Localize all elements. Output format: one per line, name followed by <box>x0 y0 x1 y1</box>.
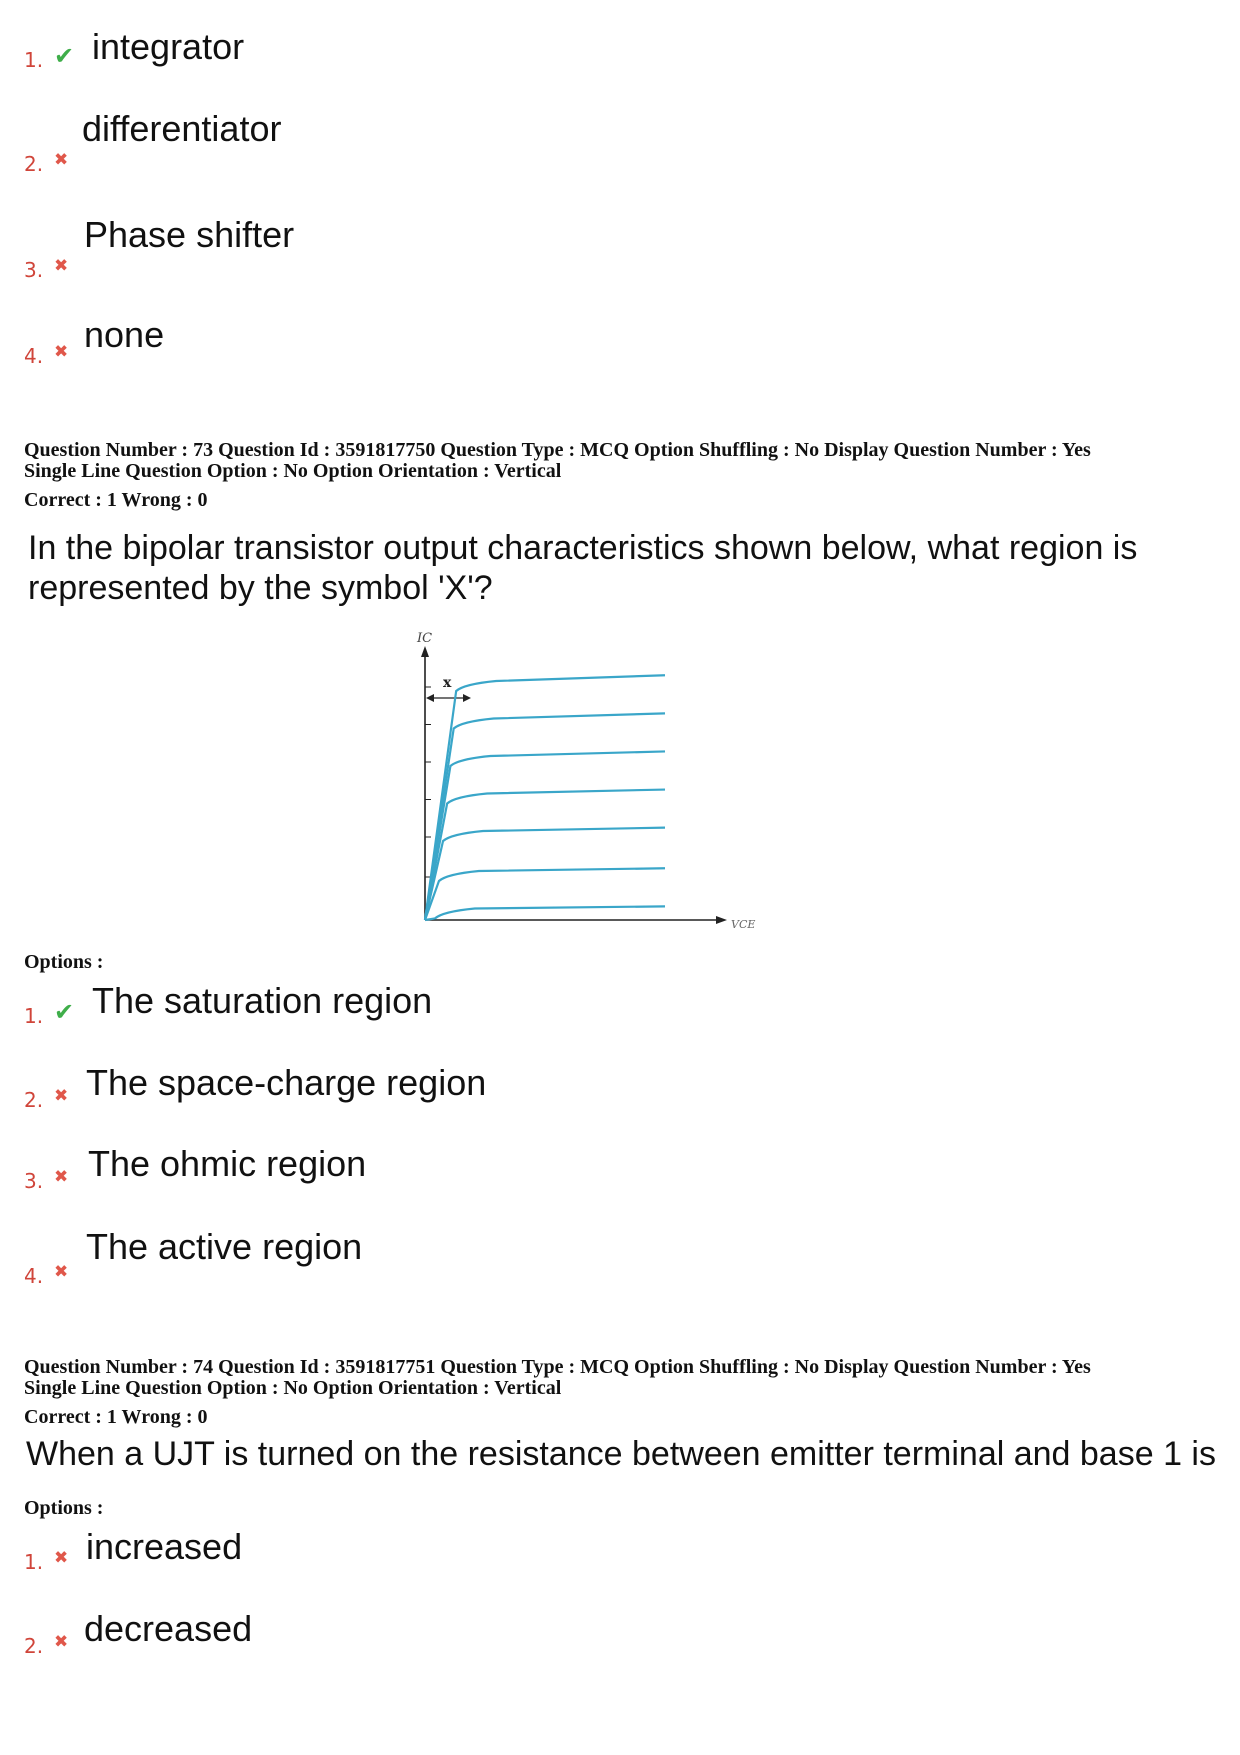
option-text: The ohmic region <box>88 1143 367 1184</box>
chart-curves <box>425 675 665 920</box>
x-region-annotation <box>426 675 471 702</box>
option-number: 1. <box>24 1550 44 1574</box>
curve-5 <box>425 751 665 920</box>
x-axis-label: VCE <box>731 918 756 931</box>
q74-question-line1: When a UJT is turned on the resistance between emitter terminal and base 1 is <box>26 1435 1216 1473</box>
chart-axes <box>421 646 727 924</box>
option-number: 3. <box>24 1169 44 1193</box>
option-text: The space-charge region <box>86 1062 487 1103</box>
option-number: 1. <box>24 48 44 72</box>
option-text: The active region <box>86 1226 363 1267</box>
q74-options-label: Options : <box>24 1497 104 1519</box>
curve-6 <box>425 713 665 920</box>
option-number: 4. <box>24 1264 44 1288</box>
q73-meta-line1: Question Number : 73 Question Id : 3591817750 Question Type : MCQ Option Shuffling : No Display Question Number : Yes <box>24 439 1091 461</box>
cross-icon: ✖ <box>54 1632 69 1652</box>
option-text: none <box>84 314 165 355</box>
option-number: 3. <box>24 258 44 282</box>
cross-icon: ✖ <box>54 256 69 276</box>
option-number: 2. <box>24 152 44 176</box>
cross-icon: ✖ <box>54 1167 69 1187</box>
option-text: The saturation region <box>92 980 433 1021</box>
x-region-label: x <box>443 675 452 691</box>
x-region-arrow-right-head <box>463 694 471 702</box>
curve-2 <box>425 868 665 920</box>
q74-score-line: Correct : 1 Wrong : 0 <box>24 1406 208 1428</box>
y-axis-label: IC <box>417 631 433 646</box>
check-icon: ✔ <box>54 42 75 70</box>
option-number: 2. <box>24 1088 44 1112</box>
cross-icon: ✖ <box>54 150 69 170</box>
check-icon: ✔ <box>54 998 75 1026</box>
q73-question-line2: represented by the symbol 'X'? <box>28 569 493 607</box>
curve-4 <box>425 790 665 920</box>
option-text: differentiator <box>82 108 282 149</box>
option-text: integrator <box>92 26 245 67</box>
q73-score-line: Correct : 1 Wrong : 0 <box>24 489 208 511</box>
option-text: decreased <box>84 1608 253 1649</box>
option-text: increased <box>86 1526 243 1567</box>
transistor-characteristics-chart <box>395 630 775 950</box>
cross-icon: ✖ <box>54 1548 69 1568</box>
x-region-arrow-left-head <box>426 694 434 702</box>
cross-icon: ✖ <box>54 342 69 362</box>
cross-icon: ✖ <box>54 1262 69 1282</box>
y-axis-ticks <box>425 687 431 877</box>
option-number: 1. <box>24 1004 44 1028</box>
cross-icon: ✖ <box>54 1086 69 1106</box>
q74-meta-line2: Single Line Question Option : No Option Orientation : Vertical <box>24 1377 562 1399</box>
q73-question-line1: In the bipolar transistor output characteristics shown below, what region is <box>28 529 1138 567</box>
curve-1 <box>425 906 665 920</box>
option-text: Phase shifter <box>84 214 295 255</box>
x-axis-arrow <box>716 916 727 924</box>
y-axis-arrow <box>421 646 429 657</box>
q73-options-label: Options : <box>24 951 104 973</box>
q73-meta-line2: Single Line Question Option : No Option Orientation : Vertical <box>24 460 562 482</box>
option-number: 4. <box>24 344 44 368</box>
option-number: 2. <box>24 1634 44 1658</box>
q74-meta-line1: Question Number : 74 Question Id : 3591817751 Question Type : MCQ Option Shuffling : No Display Question Number : Yes <box>24 1356 1091 1378</box>
